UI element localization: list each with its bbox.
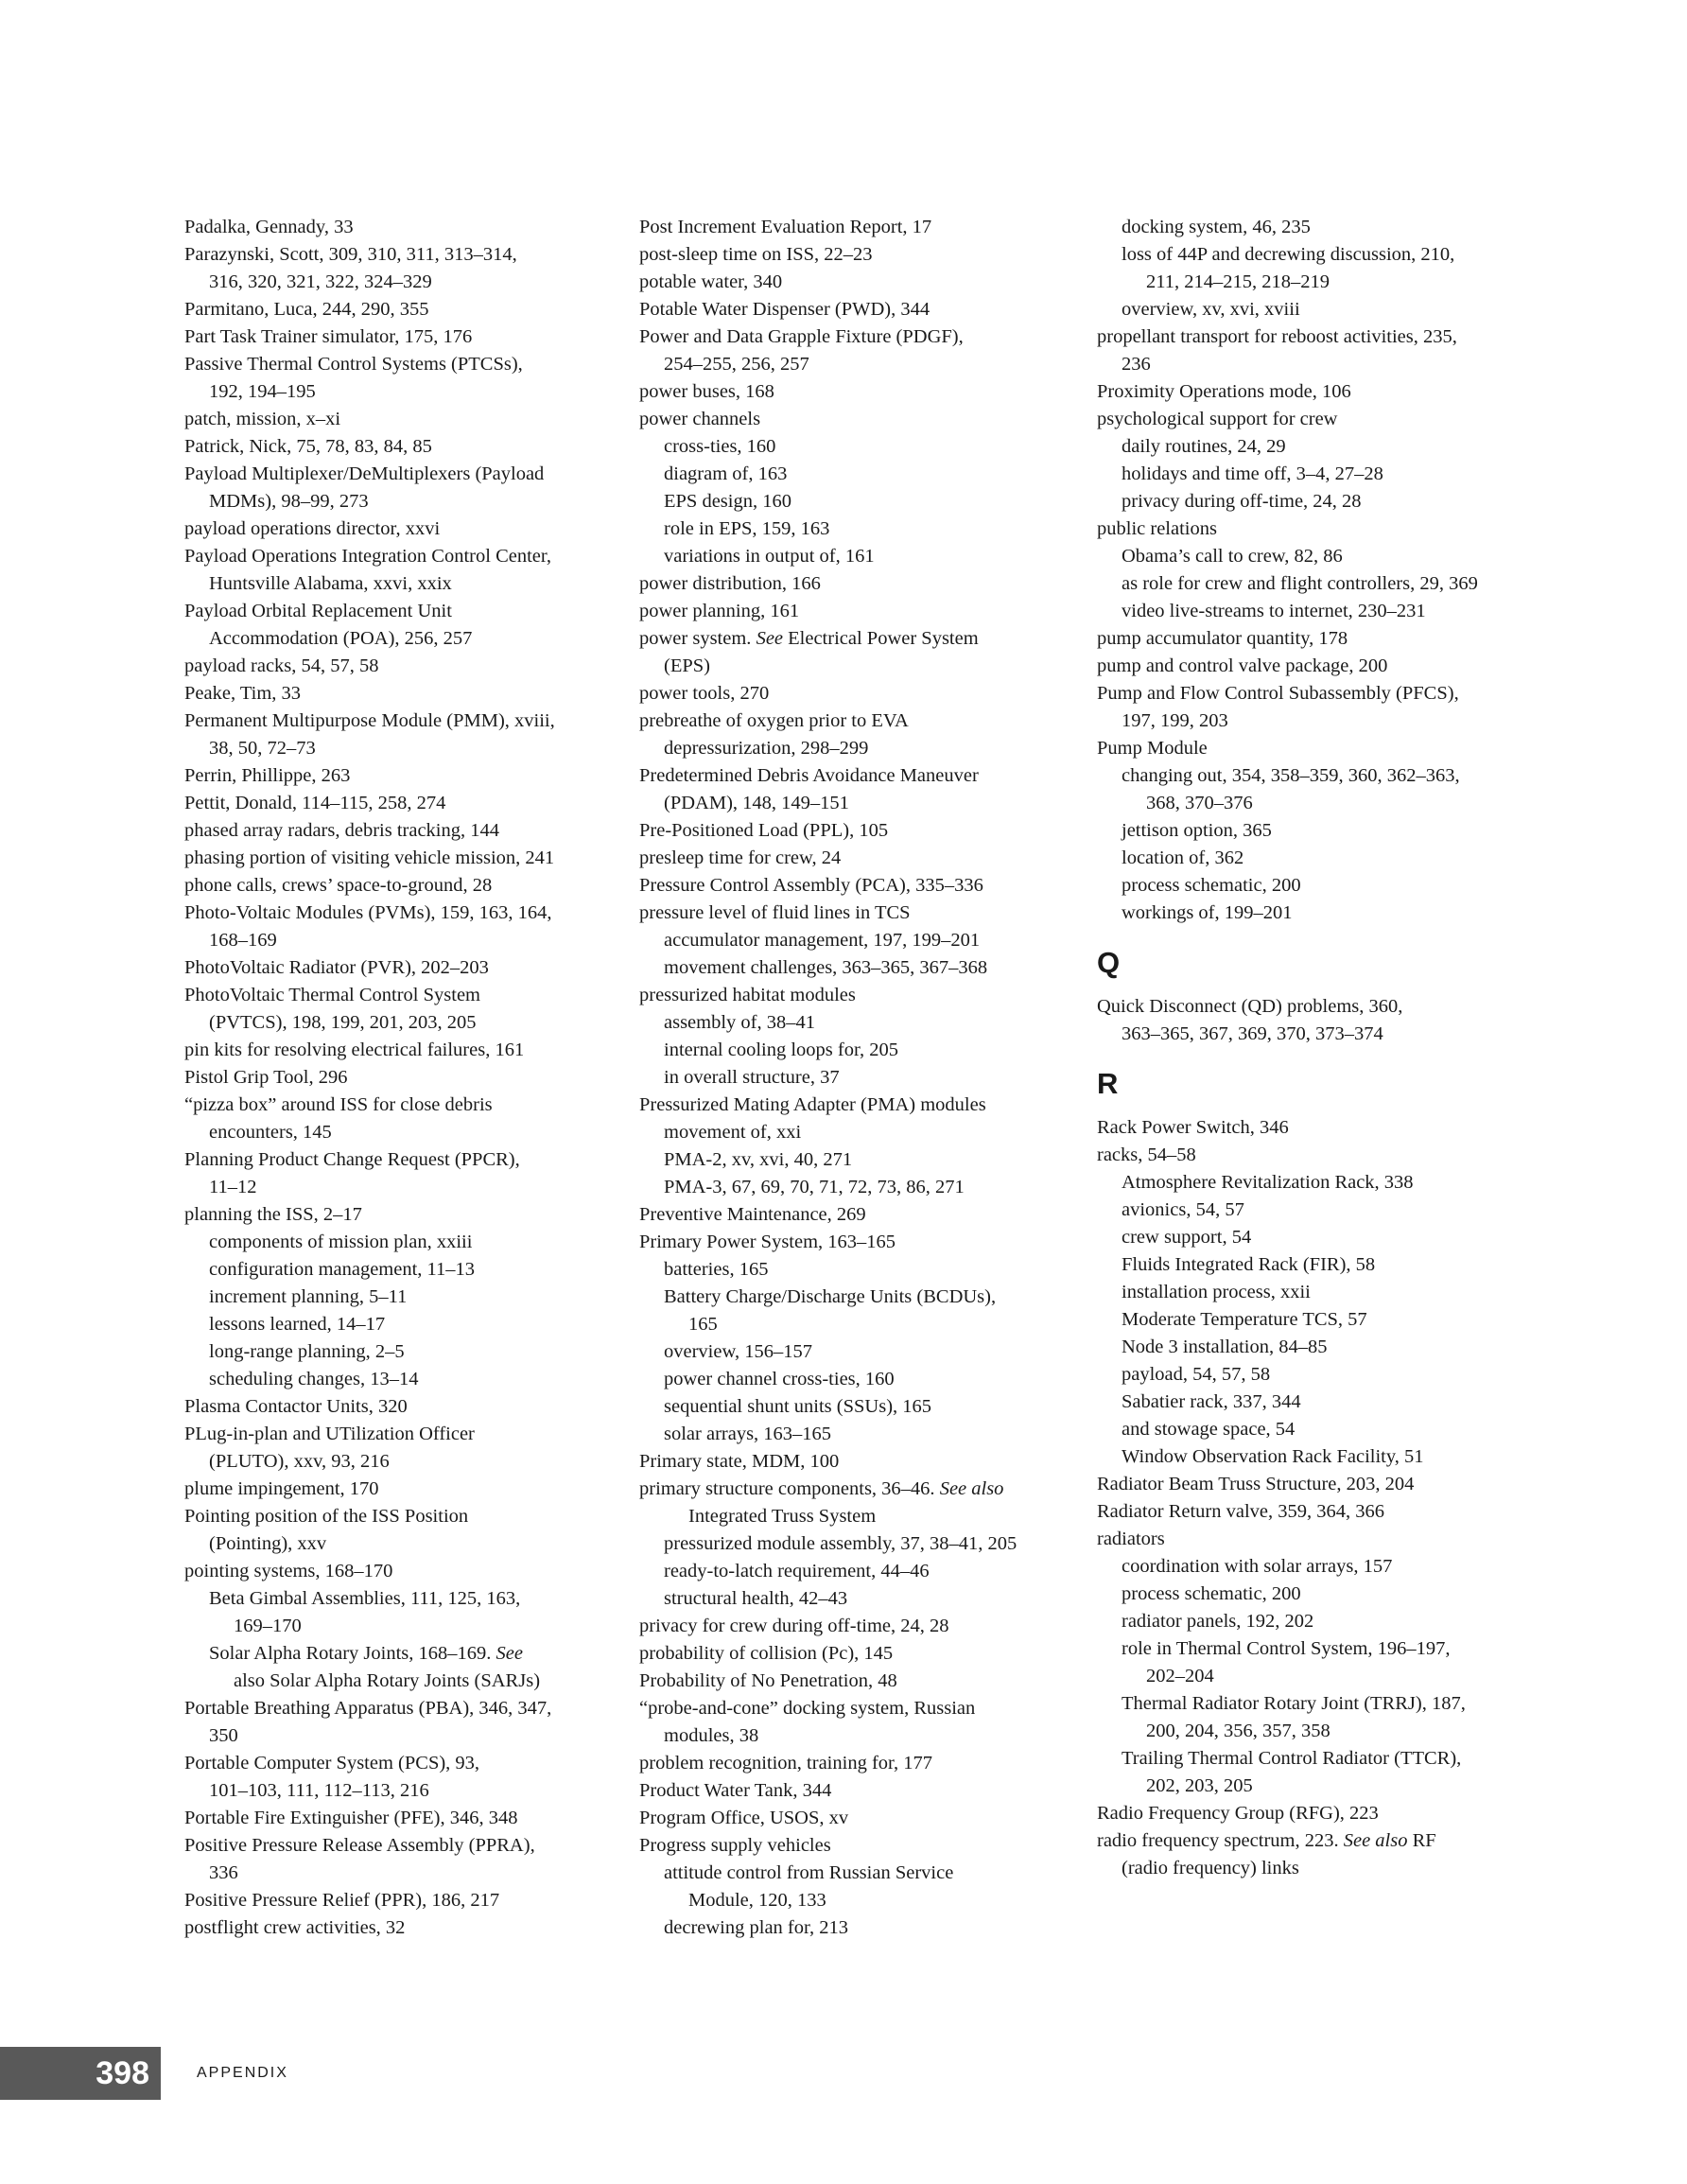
index-entry: phone calls, crews’ space-to-ground, 28 bbox=[184, 875, 493, 896]
index-entry: pump accumulator quantity, 178 bbox=[1097, 628, 1348, 649]
index-entry: Peake, Tim, 33 bbox=[184, 683, 302, 704]
index-entry: Parmitano, Luca, 244, 290, 355 bbox=[184, 299, 429, 320]
index-entry: structural health, 42–43 bbox=[664, 1588, 848, 1609]
index-entry: Beta Gimbal Assemblies, 111, 125, 163, bbox=[209, 1588, 521, 1609]
index-entry: Portable Fire Extinguisher (PFE), 346, 348 bbox=[184, 1808, 518, 1828]
index-entry: 101–103, 111, 112–113, 216 bbox=[209, 1780, 429, 1801]
index-entry: prebreathe of oxygen prior to EVA bbox=[639, 710, 909, 731]
index-entry: Positive Pressure Relief (PPR), 186, 217 bbox=[184, 1890, 500, 1911]
index-entry: PLug-in-plan and UTilization Officer bbox=[184, 1424, 475, 1444]
index-entry: PMA-3, 67, 69, 70, 71, 72, 73, 86, 271 bbox=[664, 1177, 965, 1197]
index-entry: Potable Water Dispenser (PWD), 344 bbox=[639, 299, 930, 320]
index-entry: configuration management, 11–13 bbox=[209, 1259, 476, 1280]
index-entry: PhotoVoltaic Radiator (PVR), 202–203 bbox=[184, 957, 489, 978]
index-entry: sequential shunt units (SSUs), 165 bbox=[664, 1396, 932, 1417]
index-entry: 192, 194–195 bbox=[209, 381, 316, 402]
index-entry: 168–169 bbox=[209, 930, 277, 951]
index-entry: privacy during off-time, 24, 28 bbox=[1122, 491, 1362, 512]
index-entry: phased array radars, debris tracking, 144 bbox=[184, 820, 499, 841]
index-column-2 bbox=[639, 214, 1084, 1942]
index-entry: as role for crew and flight controllers, 29, 369 bbox=[1122, 573, 1478, 594]
index-entry: Primary state, MDM, 100 bbox=[639, 1451, 840, 1472]
index-entry: (PDAM), 148, 149–151 bbox=[664, 793, 849, 813]
index-entry: 11–12 bbox=[209, 1177, 257, 1197]
index-entry: payload operations director, xxvi bbox=[184, 518, 441, 539]
index-entry: Battery Charge/Discharge Units (BCDUs), bbox=[664, 1286, 997, 1307]
index-entry: Perrin, Phillippe, 263 bbox=[184, 765, 351, 786]
index-entry: Pettit, Donald, 114–115, 258, 274 bbox=[184, 793, 446, 813]
index-entry: “pizza box” around ISS for close debris bbox=[184, 1094, 493, 1115]
index-entry: Integrated Truss System bbox=[688, 1506, 877, 1527]
index-entry: problem recognition, training for, 177 bbox=[639, 1753, 933, 1773]
index-entry: 316, 320, 321, 322, 324–329 bbox=[209, 271, 432, 292]
index-entry: power channels bbox=[639, 409, 761, 429]
index-entry: pressure level of fluid lines in TCS bbox=[639, 902, 911, 923]
index-entry: Accommodation (POA), 256, 257 bbox=[209, 628, 473, 649]
index-entry: also Solar Alpha Rotary Joints (SARJs) bbox=[234, 1670, 541, 1691]
index-entry: MDMs), 98–99, 273 bbox=[209, 491, 369, 512]
index-entry: Rack Power Switch, 346 bbox=[1097, 1117, 1289, 1138]
section-label: APPENDIX bbox=[197, 2065, 288, 2081]
index-entry: decrewing plan for, 213 bbox=[664, 1917, 849, 1938]
index-entry: avionics, 54, 57 bbox=[1122, 1199, 1244, 1220]
index-entry: Preventive Maintenance, 269 bbox=[639, 1204, 866, 1225]
index-entry: Radio Frequency Group (RFG), 223 bbox=[1097, 1803, 1379, 1824]
index-entry: and stowage space, 54 bbox=[1122, 1419, 1296, 1440]
index-entry: movement of, xxi bbox=[664, 1122, 802, 1143]
index-entry: 236 bbox=[1122, 354, 1151, 375]
index-entry: pressurized habitat modules bbox=[639, 985, 856, 1005]
index-entry: Primary Power System, 163–165 bbox=[639, 1232, 896, 1252]
index-entry: plume impingement, 170 bbox=[184, 1478, 379, 1499]
index-entry: Progress supply vehicles bbox=[639, 1835, 831, 1856]
index-entry: workings of, 199–201 bbox=[1122, 902, 1293, 923]
index-entry: crew support, 54 bbox=[1122, 1227, 1252, 1248]
index-entry: loss of 44P and decrewing discussion, 210, bbox=[1122, 244, 1455, 265]
index-entry: Probability of No Penetration, 48 bbox=[639, 1670, 897, 1691]
index-entry: long-range planning, 2–5 bbox=[209, 1341, 405, 1362]
index-entry: 202–204 bbox=[1146, 1666, 1214, 1686]
index-entry: diagram of, 163 bbox=[664, 463, 788, 484]
index-entry: Fluids Integrated Rack (FIR), 58 bbox=[1122, 1254, 1376, 1275]
index-entry: pump and control valve package, 200 bbox=[1097, 655, 1388, 676]
index-entry: Quick Disconnect (QD) problems, 360, bbox=[1097, 996, 1403, 1017]
index-entry: depressurization, 298–299 bbox=[664, 738, 869, 759]
index-entry: solar arrays, 163–165 bbox=[664, 1424, 832, 1444]
index-entry: Permanent Multipurpose Module (PMM), xviii, bbox=[184, 710, 555, 731]
index-entry: 363–365, 367, 369, 370, 373–374 bbox=[1122, 1023, 1383, 1044]
index-entry: coordination with solar arrays, 157 bbox=[1122, 1556, 1393, 1577]
index-entry: lessons learned, 14–17 bbox=[209, 1314, 386, 1335]
index-entry: power planning, 161 bbox=[639, 601, 800, 621]
index-entry: 336 bbox=[209, 1862, 238, 1883]
index-entry: scheduling changes, 13–14 bbox=[209, 1369, 419, 1389]
index-entry: patch, mission, x–xi bbox=[184, 409, 341, 429]
index-entry: Planning Product Change Request (PPCR), bbox=[184, 1149, 520, 1170]
index-section-letter: R bbox=[1097, 1067, 1119, 1100]
index-entry: 368, 370–376 bbox=[1146, 793, 1253, 813]
index-entry: Part Task Trainer simulator, 175, 176 bbox=[184, 326, 473, 347]
index-entry: probability of collision (Pc), 145 bbox=[639, 1643, 894, 1664]
index-entry: Pressure Control Assembly (PCA), 335–336 bbox=[639, 875, 983, 896]
index-entry: Pointing position of the ISS Position bbox=[184, 1506, 469, 1527]
index-entry: privacy for crew during off-time, 24, 28 bbox=[639, 1616, 949, 1636]
index-entry: psychological support for crew bbox=[1097, 409, 1338, 429]
index-entry: Post Increment Evaluation Report, 17 bbox=[639, 217, 932, 237]
index-entry: location of, 362 bbox=[1122, 847, 1244, 868]
index-entry: planning the ISS, 2–17 bbox=[184, 1204, 362, 1225]
index-entry: phasing portion of visiting vehicle mission, 241 bbox=[184, 847, 555, 868]
index-entry: pointing systems, 168–170 bbox=[184, 1561, 393, 1581]
index-entry: process schematic, 200 bbox=[1122, 875, 1301, 896]
index-entry: presleep time for crew, 24 bbox=[639, 847, 842, 868]
index-entry: variations in output of, 161 bbox=[664, 546, 875, 567]
index-entry: Parazynski, Scott, 309, 310, 311, 313–314, bbox=[184, 244, 517, 265]
index-column-1 bbox=[184, 214, 629, 1942]
index-entry: Patrick, Nick, 75, 78, 83, 84, 85 bbox=[184, 436, 432, 457]
index-entry: Padalka, Gennady, 33 bbox=[184, 217, 354, 237]
index-entry: ready-to-latch requirement, 44–46 bbox=[664, 1561, 930, 1581]
index-entry: PMA-2, xv, xvi, 40, 271 bbox=[664, 1149, 853, 1170]
index-entry: 254–255, 256, 257 bbox=[664, 354, 809, 375]
index-entry: components of mission plan, xxiii bbox=[209, 1232, 473, 1252]
index-entry: Sabatier rack, 337, 344 bbox=[1122, 1391, 1301, 1412]
index-entry: Portable Breathing Apparatus (PBA), 346, 347, bbox=[184, 1698, 552, 1719]
index-entry: Program Office, USOS, xv bbox=[639, 1808, 849, 1828]
index-entry: primary structure components, 36–46. See also bbox=[639, 1478, 1004, 1499]
index-entry: radiators bbox=[1097, 1529, 1165, 1549]
index-entry: role in Thermal Control System, 196–197, bbox=[1122, 1638, 1451, 1659]
index-entry: assembly of, 38–41 bbox=[664, 1012, 815, 1033]
index-entry: Payload Orbital Replacement Unit bbox=[184, 601, 452, 621]
index-entry: video live-streams to internet, 230–231 bbox=[1122, 601, 1426, 621]
index-entry: Moderate Temperature TCS, 57 bbox=[1122, 1309, 1367, 1330]
index-entry: 169–170 bbox=[234, 1616, 302, 1636]
index-entry: Proximity Operations mode, 106 bbox=[1097, 381, 1351, 402]
index-entry: power channel cross-ties, 160 bbox=[664, 1369, 895, 1389]
index-entry: Solar Alpha Rotary Joints, 168–169. See bbox=[209, 1643, 523, 1664]
index-entry: 350 bbox=[209, 1725, 238, 1746]
index-entry: Power and Data Grapple Fixture (PDGF), bbox=[639, 326, 964, 347]
index-entry: propellant transport for reboost activities, 235, bbox=[1097, 326, 1457, 347]
index-entry: Pistol Grip Tool, 296 bbox=[184, 1067, 348, 1088]
index-entry: Atmosphere Revitalization Rack, 338 bbox=[1122, 1172, 1414, 1193]
index-entry: postflight crew activities, 32 bbox=[184, 1917, 406, 1938]
index-entry: power tools, 270 bbox=[639, 683, 770, 704]
index-entry: post-sleep time on ISS, 22–23 bbox=[639, 244, 873, 265]
index-entry: Trailing Thermal Control Radiator (TTCR), bbox=[1122, 1748, 1462, 1769]
index-entry: radiator panels, 192, 202 bbox=[1122, 1611, 1314, 1632]
index-entry: power distribution, 166 bbox=[639, 573, 821, 594]
index-entry: “probe-and-cone” docking system, Russian bbox=[639, 1698, 976, 1719]
index-entry: pressurized module assembly, 37, 38–41, 205 bbox=[664, 1533, 1017, 1554]
index-entry: Photo-Voltaic Modules (PVMs), 159, 163, 164, bbox=[184, 902, 552, 923]
index-entry: docking system, 46, 235 bbox=[1122, 217, 1311, 237]
index-entry: payload racks, 54, 57, 58 bbox=[184, 655, 379, 676]
index-entry: encounters, 145 bbox=[209, 1122, 332, 1143]
index-column-3 bbox=[1097, 214, 1541, 1882]
index-entry: Pump and Flow Control Subassembly (PFCS), bbox=[1097, 683, 1459, 704]
index-entry: Pressurized Mating Adapter (PMA) modules bbox=[639, 1094, 986, 1115]
index-entry: batteries, 165 bbox=[664, 1259, 769, 1280]
index-entry: Product Water Tank, 344 bbox=[639, 1780, 832, 1801]
index-entry: Passive Thermal Control Systems (PTCSs), bbox=[184, 354, 523, 375]
index-entry: EPS design, 160 bbox=[664, 491, 791, 512]
index-entry: overview, 156–157 bbox=[664, 1341, 812, 1362]
index-entry: 38, 50, 72–73 bbox=[209, 738, 316, 759]
index-entry: Pre-Positioned Load (PPL), 105 bbox=[639, 820, 889, 841]
index-entry: cross-ties, 160 bbox=[664, 436, 776, 457]
index-entry: Payload Multiplexer/DeMultiplexers (Payload bbox=[184, 463, 545, 484]
index-entry: Portable Computer System (PCS), 93, bbox=[184, 1753, 480, 1773]
index-entry: Pump Module bbox=[1097, 738, 1208, 759]
index-entry: payload, 54, 57, 58 bbox=[1122, 1364, 1271, 1385]
index-entry: jettison option, 365 bbox=[1122, 820, 1272, 841]
index-entry: 165 bbox=[688, 1314, 718, 1335]
index-entry: Payload Operations Integration Control Center, bbox=[184, 546, 552, 567]
index-entry: pin kits for resolving electrical failures, 161 bbox=[184, 1040, 525, 1060]
index-entry: attitude control from Russian Service bbox=[664, 1862, 954, 1883]
index-entry: public relations bbox=[1097, 518, 1217, 539]
page-number: 398 bbox=[0, 2047, 161, 2100]
index-entry: power system. See Electrical Power System bbox=[639, 628, 979, 649]
index-entry: role in EPS, 159, 163 bbox=[664, 518, 830, 539]
index-entry: installation process, xxii bbox=[1122, 1282, 1311, 1302]
index-entry: Radiator Beam Truss Structure, 203, 204 bbox=[1097, 1474, 1415, 1494]
index-entry: Obama’s call to crew, 82, 86 bbox=[1122, 546, 1343, 567]
index-entry: Node 3 installation, 84–85 bbox=[1122, 1337, 1328, 1357]
index-entry: PhotoVoltaic Thermal Control System bbox=[184, 985, 480, 1005]
index-entry: process schematic, 200 bbox=[1122, 1583, 1301, 1604]
index-entry: holidays and time off, 3–4, 27–28 bbox=[1122, 463, 1383, 484]
index-entry: in overall structure, 37 bbox=[664, 1067, 840, 1088]
index-entry: increment planning, 5–11 bbox=[209, 1286, 408, 1307]
index-entry: Radiator Return valve, 359, 364, 366 bbox=[1097, 1501, 1385, 1522]
index-entry: (PLUTO), xxv, 93, 216 bbox=[209, 1451, 390, 1472]
index-entry: (EPS) bbox=[664, 655, 710, 676]
index-entry: overview, xv, xvi, xviii bbox=[1122, 299, 1300, 320]
index-entry: Predetermined Debris Avoidance Maneuver bbox=[639, 765, 979, 786]
index-entry: potable water, 340 bbox=[639, 271, 783, 292]
index-entry: modules, 38 bbox=[664, 1725, 759, 1746]
index-entry: (PVTCS), 198, 199, 201, 203, 205 bbox=[209, 1012, 477, 1033]
index-entry: 200, 204, 356, 357, 358 bbox=[1146, 1721, 1330, 1741]
index-entry: Thermal Radiator Rotary Joint (TRRJ), 187, bbox=[1122, 1693, 1466, 1714]
index-entry: racks, 54–58 bbox=[1097, 1144, 1196, 1165]
index-entry: accumulator management, 197, 199–201 bbox=[664, 930, 981, 951]
index-entry: power buses, 168 bbox=[639, 381, 774, 402]
index-entry: 197, 199, 203 bbox=[1122, 710, 1228, 731]
index-entry: daily routines, 24, 29 bbox=[1122, 436, 1286, 457]
index-entry: Plasma Contactor Units, 320 bbox=[184, 1396, 408, 1417]
index-entry: movement challenges, 363–365, 367–368 bbox=[664, 957, 988, 978]
index-entry: 202, 203, 205 bbox=[1146, 1775, 1253, 1796]
index-entry: Huntsville Alabama, xxvi, xxix bbox=[209, 573, 452, 594]
index-entry: 211, 214–215, 218–219 bbox=[1146, 271, 1330, 292]
index-section-letter: Q bbox=[1097, 946, 1121, 979]
index-entry: (Pointing), xxv bbox=[209, 1533, 327, 1554]
index-entry: radio frequency spectrum, 223. See also RF bbox=[1097, 1830, 1436, 1851]
index-entry: Module, 120, 133 bbox=[688, 1890, 826, 1911]
index-entry: Positive Pressure Release Assembly (PPRA), bbox=[184, 1835, 535, 1856]
index-entry: (radio frequency) links bbox=[1122, 1858, 1299, 1878]
index-entry: changing out, 354, 358–359, 360, 362–363, bbox=[1122, 765, 1460, 786]
index-entry: internal cooling loops for, 205 bbox=[664, 1040, 898, 1060]
index-entry: Window Observation Rack Facility, 51 bbox=[1122, 1446, 1424, 1467]
